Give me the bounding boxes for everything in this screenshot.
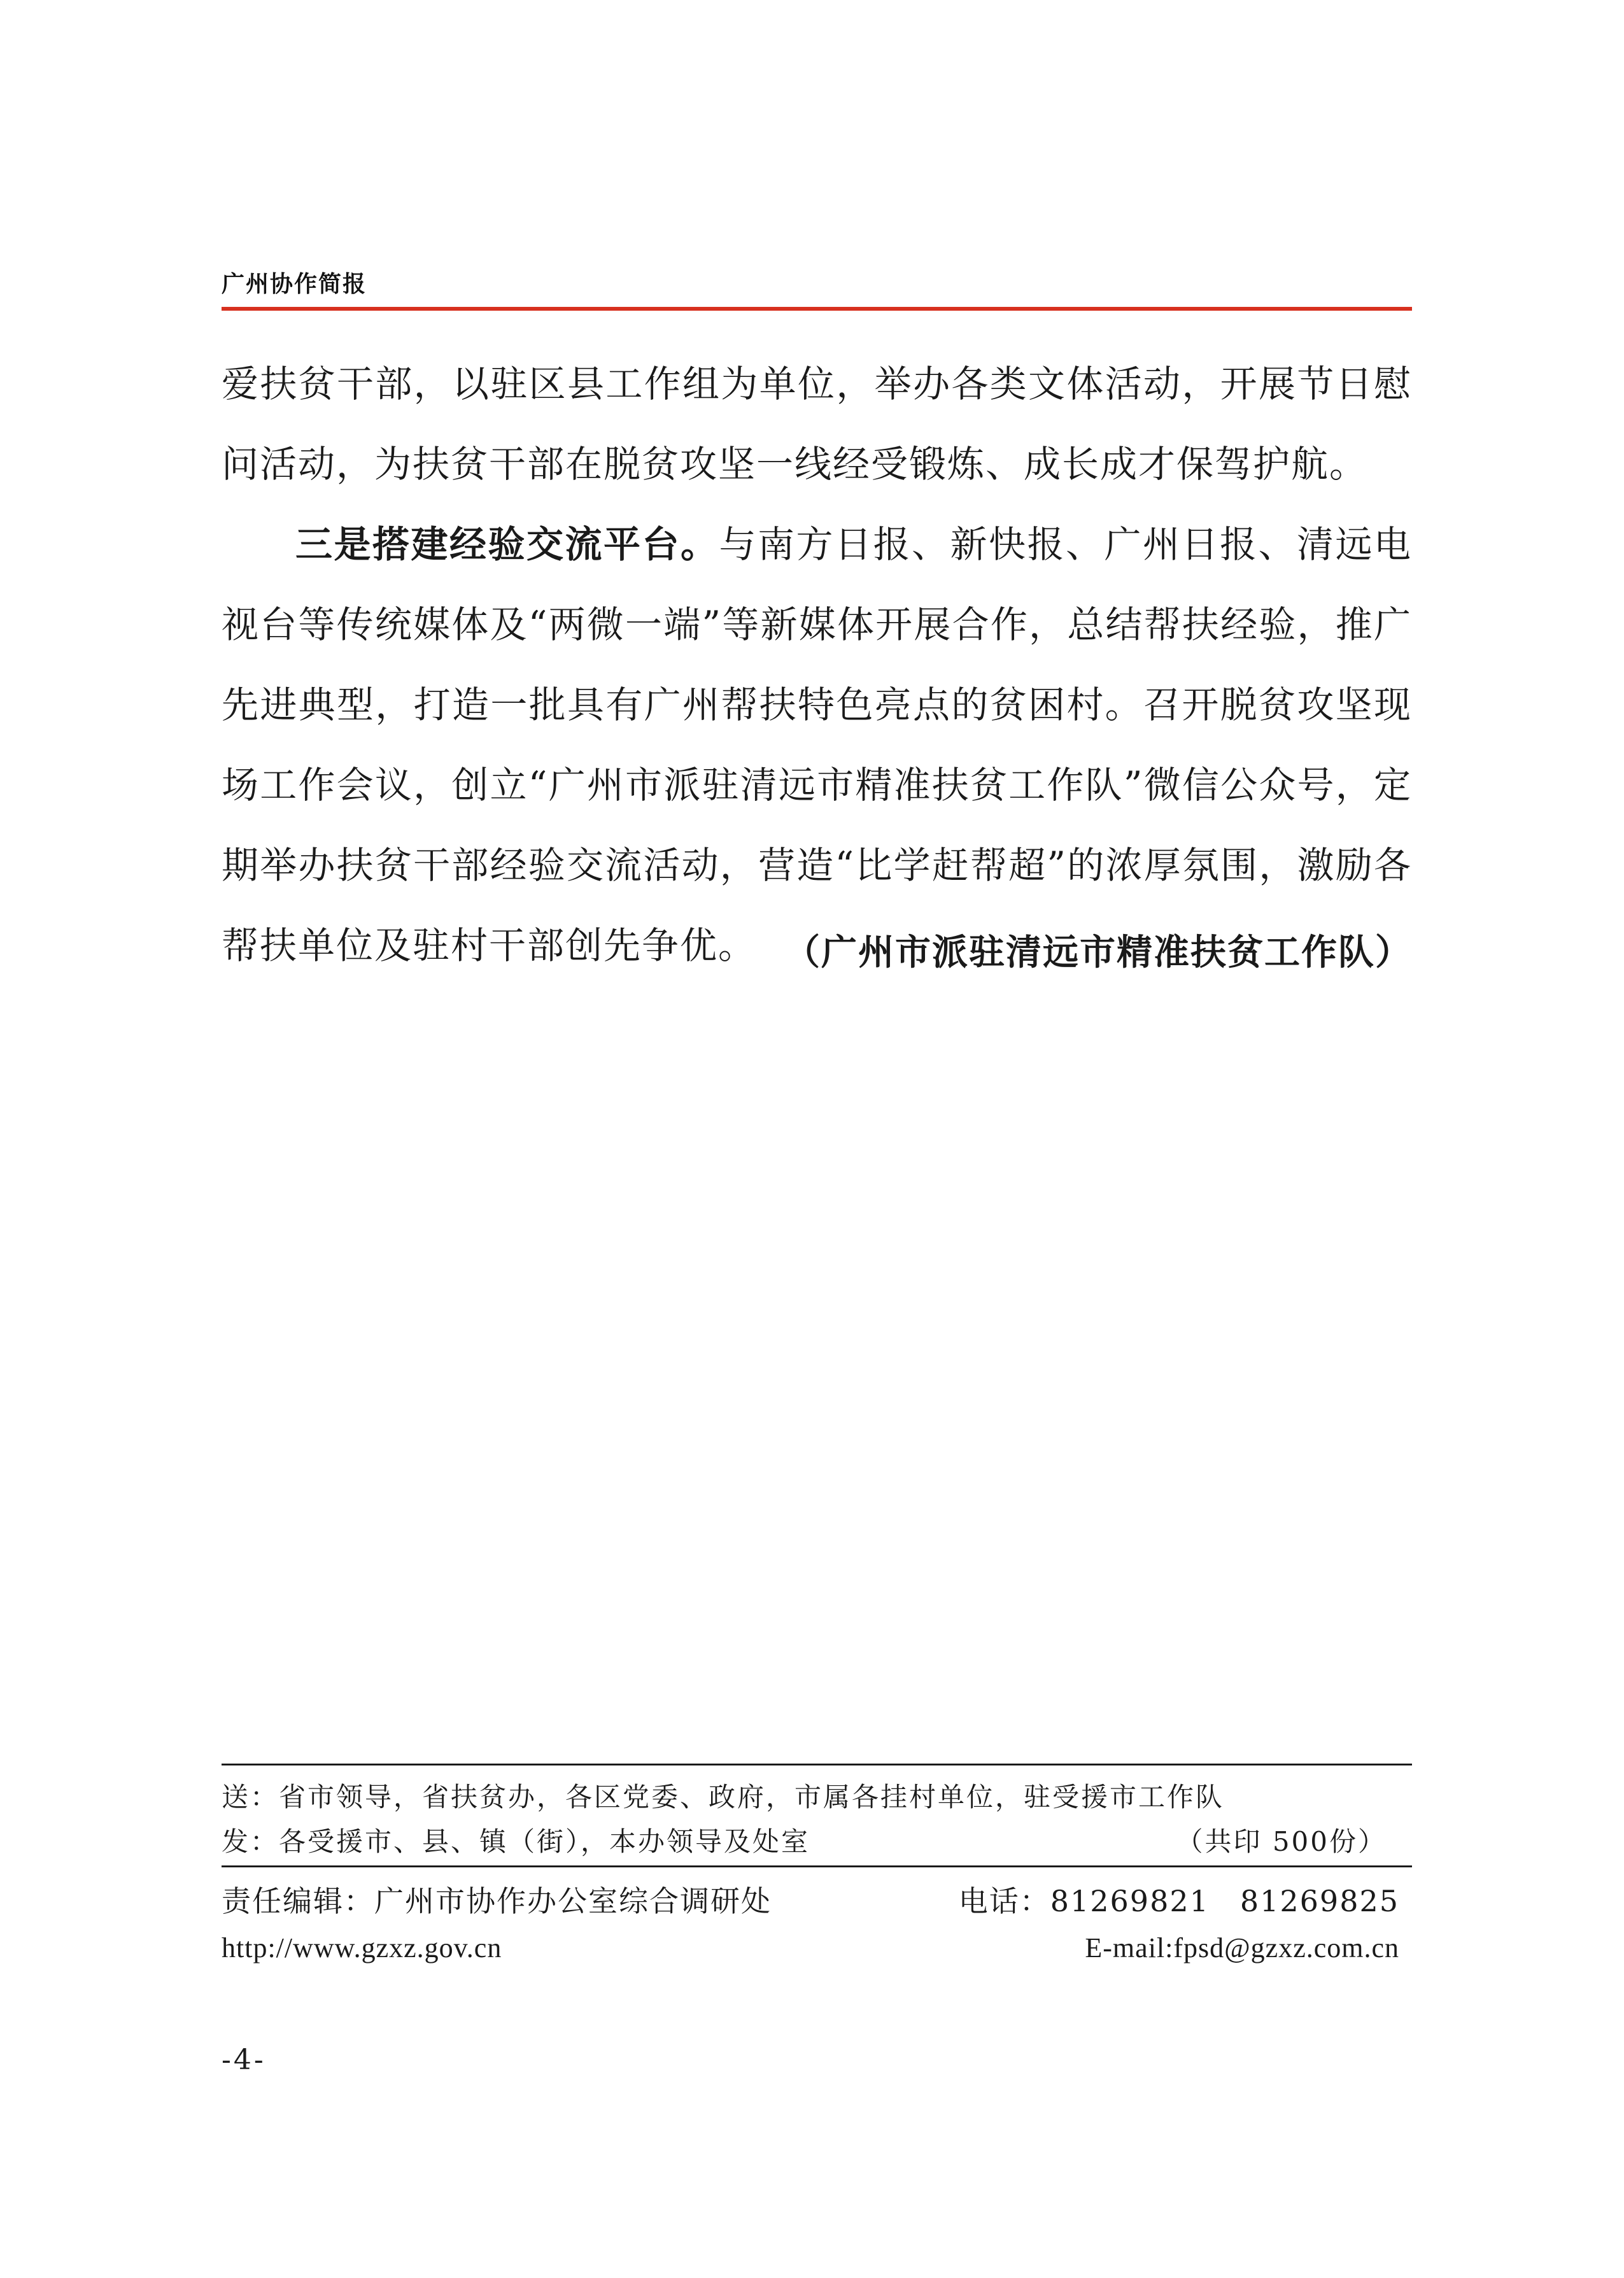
editor-contact-row: [222, 1878, 1399, 1920]
page-header-title: 广州协作简报: [222, 271, 367, 297]
paragraph-lead: 三是搭建经验交流平台。: [295, 523, 719, 566]
paragraph-continued: 爱扶贫干部，以驻区县工作组为单位，举办各类文体活动，开展节日慰问活动，为扶贫干部在脱贫攻坚一线经受锻炼、成长成才保驾护航。: [222, 362, 1412, 486]
website-link[interactable]: http://www.gzxz.gov.cn: [222, 1932, 502, 1963]
footer-divider-bottom: [222, 1865, 1412, 1867]
responsible-editor: 责任编辑：广州市协作办公室综合调研处: [222, 1884, 772, 1918]
distribution-issue: 发：各受援市、县、镇（街），本办领导及处室: [222, 1826, 810, 1857]
paragraph-platform: [222, 504, 1412, 986]
contact-phone: 电话：81269821 81269825: [958, 1884, 1399, 1918]
print-count: （共印 500份）: [1176, 1826, 1387, 1857]
page-number: -4-: [222, 2044, 266, 2076]
paragraph-body: 与南方日报、新快报、广州日报、清远电视台等传统媒体及“两微一端”等新媒体开展合作，总结帮扶经验，推广先进典型，打造一批具有广州帮扶特色亮点的贫困村。召开脱贫攻坚现场工作会议，创立“广州市派驻清远市精准扶贫工作队”微信公众号，定期举办扶贫干部经验交流活动，营造“比学赶帮超”的浓厚氛围，激励各帮扶单位及驻村干部创先争优。: [222, 523, 1412, 967]
distribution-issue-row: [222, 1821, 1387, 1859]
distribution-send: 送：省市领导，省扶贫办，各区党委、政府，市属各挂村单位，驻受援市工作队: [222, 1781, 1225, 1813]
article-body: [222, 344, 1412, 986]
article-byline: （广州市派驻清远市精准扶贫工作队）: [784, 932, 1412, 973]
email-link[interactable]: E-mail:fpsd@gzxz.com.cn: [1085, 1932, 1399, 1963]
footer-divider-top: [222, 1764, 1412, 1765]
header-divider: [222, 307, 1412, 311]
web-contact-row: [222, 1932, 1399, 1964]
